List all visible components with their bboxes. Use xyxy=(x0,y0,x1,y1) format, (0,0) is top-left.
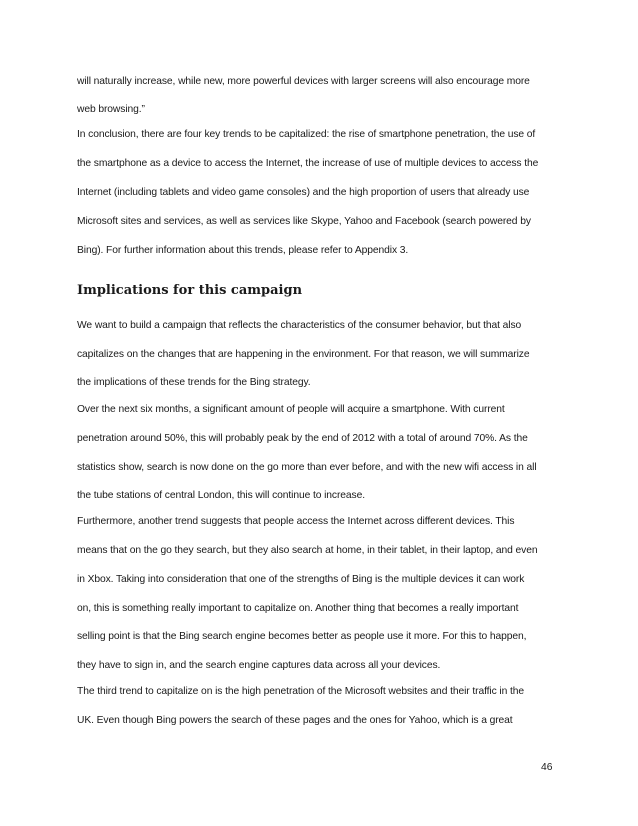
body-line: the implications of these trends for the Bing strategy. xyxy=(77,377,311,388)
body-line: We want to build a campaign that reflects the characteristics of the consumer behavior, but that also xyxy=(77,320,522,331)
body-line: selling point is that the Bing search engine becomes better as people use it more. For this to happen, xyxy=(77,631,527,642)
body-line: UK. Even though Bing powers the search of these pages and the ones for Yahoo, which is a great xyxy=(77,715,513,726)
body-line: Microsoft sites and services, as well as services like Skype, Yahoo and Facebook (search powered by xyxy=(77,216,531,227)
page-number: 46 xyxy=(541,762,553,773)
body-line: the smartphone as a device to access the Internet, the increase of use of multiple devices to access the xyxy=(77,158,539,169)
body-line: the tube stations of central London, this will continue to increase. xyxy=(77,490,365,501)
body-line: will naturally increase, while new, more powerful devices with larger screens will also encourage more xyxy=(77,76,530,87)
body-line: Bing). For further information about this trends, please refer to Appendix 3. xyxy=(77,245,409,256)
body-line: on, this is something really important to capitalize on. Another thing that becomes a really important xyxy=(77,603,519,614)
body-line: web browsing.” xyxy=(77,104,145,115)
body-line: Furthermore, another trend suggests that people access the Internet across different devices. This xyxy=(77,516,515,527)
body-line: in Xbox. Taking into consideration that one of the strengths of Bing is the multiple devices it can work xyxy=(77,574,525,585)
body-line: Internet (including tablets and video game consoles) and the high proportion of users that already use xyxy=(77,187,530,198)
body-line: they have to sign in, and the search engine captures data across all your devices. xyxy=(77,660,441,671)
body-line: capitalizes on the changes that are happening in the environment. For that reason, we will summarize xyxy=(77,349,530,360)
section-heading: Implications for this campaign xyxy=(77,283,303,298)
body-line: means that on the go they search, but they also search at home, in their tablet, in their laptop, and even xyxy=(77,545,538,556)
body-line: In conclusion, there are four key trends to be capitalized: the rise of smartphone penetration, the use of xyxy=(77,129,536,140)
body-line: The third trend to capitalize on is the high penetration of the Microsoft websites and their traffic in the xyxy=(77,686,525,697)
body-line: statistics show, search is now done on the go more than ever before, and with the new wifi access in all xyxy=(77,462,537,473)
body-line: penetration around 50%, this will probably peak by the end of 2012 with a total of around 70%. As the xyxy=(77,433,528,444)
body-line: Over the next six months, a significant amount of people will acquire a smartphone. With current xyxy=(77,404,505,415)
